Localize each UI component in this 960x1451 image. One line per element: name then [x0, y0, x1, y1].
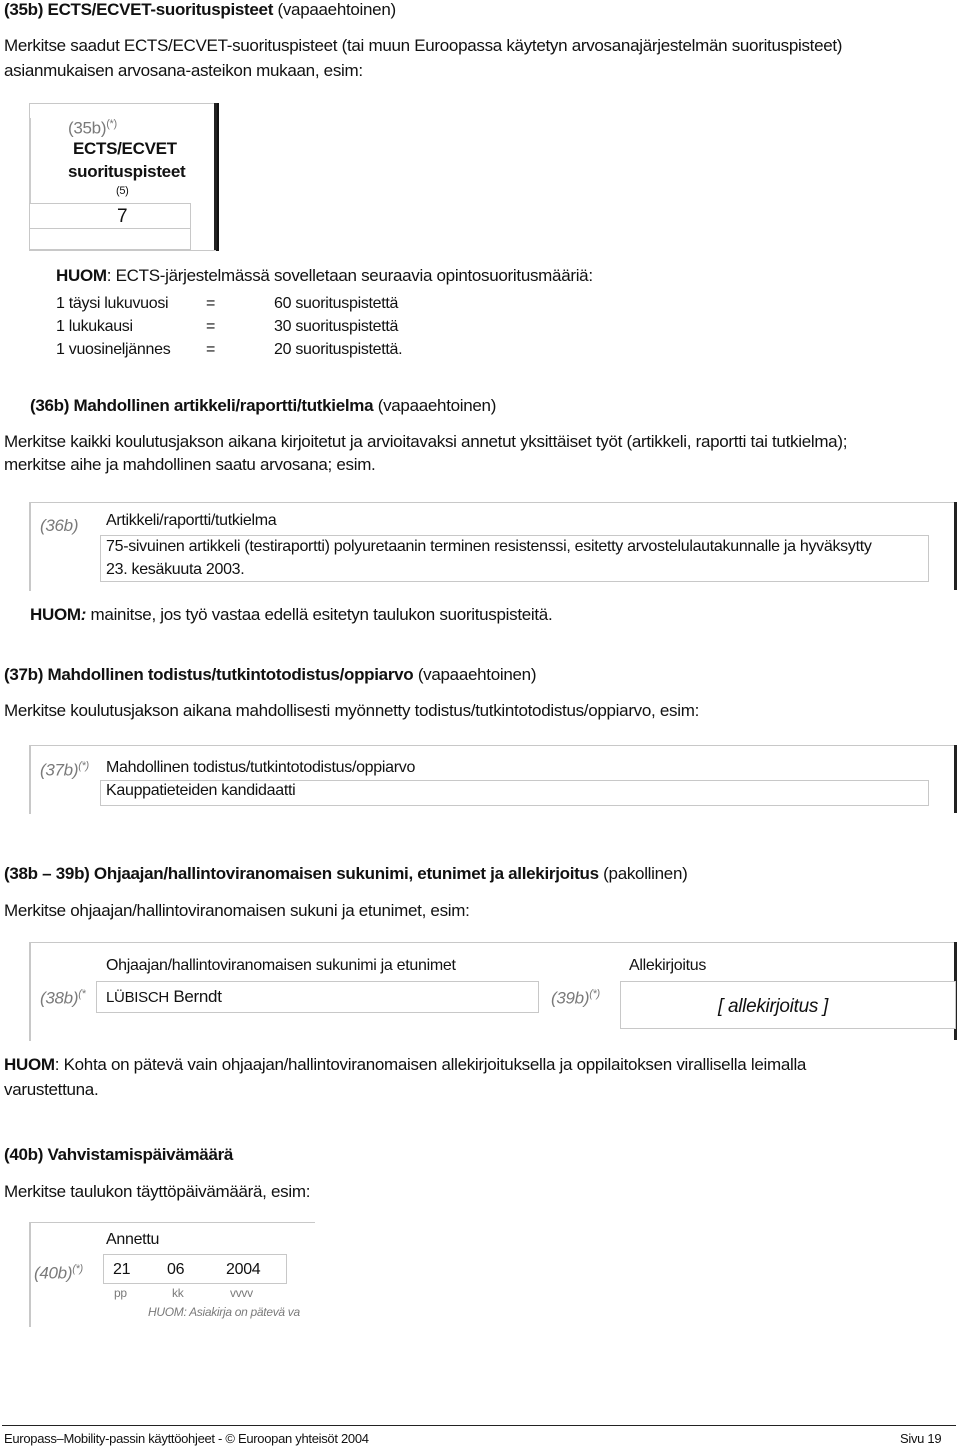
- ects-code: [68, 118, 117, 139]
- footer-rule: [2, 1425, 956, 1426]
- date-code-text: (40b): [34, 1263, 73, 1283]
- certificate-code-sup: (*): [78, 760, 89, 772]
- signature-label: Allekirjoitus: [629, 957, 707, 974]
- note-bold: HUOM: [56, 266, 107, 285]
- certificate-code-text: (37b): [40, 760, 79, 780]
- date-month-hint: kk: [172, 1286, 184, 1300]
- ects-label2: suorituspisteet: [68, 162, 186, 181]
- note-text: : ECTS-järjestelmässä sovelletaan seuraavia opintosuoritusmääriä:: [106, 266, 593, 285]
- article-value-line1: 75-sivuinen artikkeli (testiraportti) polyuretaanin terminen resistenssi, esitetty arvostelulautakunnalle ja hyväksytty: [106, 538, 872, 555]
- article-label: Artikkeli/raportti/tutkielma: [106, 512, 277, 529]
- ects-row-eq: =: [206, 295, 216, 312]
- date-note: HUOM: Asiakirja on pätevä va: [148, 1305, 300, 1319]
- ects-row-eq: =: [206, 318, 216, 335]
- date-month: 06: [167, 1261, 185, 1278]
- certificate-code: [40, 760, 89, 781]
- ects-row-term: 1 vuosineljännes: [56, 341, 171, 358]
- supervisor-label: Ohjaajan/hallintoviranomaisen sukunimi ja etunimet: [106, 957, 456, 974]
- supervisor-note-line1: [4, 1055, 806, 1075]
- ects-code-text: (35b): [68, 118, 107, 138]
- signature-code-sup: (*): [589, 988, 600, 1000]
- ects-row-val: 60 suorituspistettä: [274, 295, 399, 312]
- heading-normal: (vapaaehtoinen): [413, 665, 537, 684]
- article-value-line2: 23. kesäkuuta 2003.: [106, 561, 245, 578]
- supervisor-code-text: (38b): [40, 988, 79, 1008]
- heading-normal: (vapaaehtoinen): [373, 396, 497, 415]
- date-year-hint: vvvv: [230, 1286, 253, 1300]
- signature-code-text: (39b): [551, 988, 590, 1008]
- ects-value: 7: [117, 206, 128, 227]
- supervisor-name: [106, 987, 222, 1007]
- date-day-hint: pp: [114, 1286, 127, 1300]
- section-40b-heading: (40b) Vahvistamispäivämäärä: [4, 1145, 234, 1164]
- date-label: Annettu: [106, 1231, 160, 1248]
- ects-row-val: 30 suorituspistettä: [274, 318, 399, 335]
- ects-row-val: 20 suorituspistettä.: [274, 341, 403, 358]
- section-37b-heading: [4, 665, 536, 685]
- heading-normal: (vapaaehtoinen): [273, 0, 396, 19]
- date-year: 2004: [226, 1261, 261, 1278]
- footer-left: Europass–Mobility-passin käyttöohjeet - © Euroopan yhteisöt 2004: [4, 1431, 369, 1446]
- ects-value-field[interactable]: [29, 203, 191, 229]
- supervisor-note-line2: varustettuna.: [4, 1080, 99, 1099]
- ects-note-line: [56, 266, 593, 286]
- supervisor-code-sup: (*: [78, 988, 86, 1000]
- section-36b-intro-line2: merkitse aihe ja mahdollinen saatu arvosana; esim.: [4, 455, 376, 474]
- certificate-label: Mahdollinen todistus/tutkintotodistus/oppiarvo: [106, 759, 416, 776]
- section-35b-heading: [4, 0, 396, 20]
- ects-empty-field[interactable]: [29, 228, 191, 250]
- heading-bold: (38b – 39b) Ohjaajan/hallintoviranomaisen sukunimi, etunimet ja allekirjoitus: [4, 864, 599, 883]
- footer-page-number: Sivu 19: [900, 1431, 942, 1446]
- date-day: 21: [113, 1261, 131, 1278]
- supervisor-firstname: Berndt: [168, 987, 222, 1006]
- ects-row-term: 1 lukukausi: [56, 318, 133, 335]
- ects-note: (5): [116, 185, 129, 197]
- ects-label1: ECTS/ECVET: [73, 139, 177, 158]
- heading-normal: (pakollinen): [598, 864, 688, 883]
- heading-bold: (37b) Mahdollinen todistus/tutkintotodistus/oppiarvo: [4, 665, 414, 684]
- note-text: mainitse, jos työ vastaa edellä esitetyn taulukon suorituspisteitä.: [86, 605, 553, 624]
- article-note: [30, 605, 552, 625]
- article-box-shadow: [954, 502, 957, 590]
- note-text: : Kohta on pätevä vain ohjaajan/hallintoviranomaisen allekirjoituksella ja oppilaitoksen virallisella leimalla: [54, 1055, 807, 1074]
- date-code-sup: (*): [72, 1263, 83, 1275]
- ects-box-shadow: [214, 103, 217, 250]
- note-bold: HUOM: [4, 1055, 55, 1074]
- signature-value: [ allekirjoitus ]: [718, 996, 828, 1017]
- section-36b-intro-line1: Merkitse kaikki koulutusjakson aikana kirjoitetut ja arvioitavaksi annetut yksittäiset työt (artikkeli, raportti tai tutkielma);: [4, 432, 848, 451]
- supervisor-surname: LÜBISCH: [106, 989, 169, 1006]
- date-code: [34, 1263, 83, 1284]
- certificate-value: Kauppatieteiden kandidaatti: [106, 782, 296, 799]
- section-36b-heading: [30, 396, 496, 416]
- note-colon: :: [80, 605, 87, 624]
- section-40b-intro: Merkitse taulukon täyttöpäivämäärä, esim:: [4, 1182, 311, 1201]
- section-35b-intro-line1: Merkitse saadut ECTS/ECVET-suorituspisteet (tai muun Euroopassa käytetyn arvosanajärjestelmän suorituspisteet): [4, 36, 843, 55]
- certificate-box-shadow: [954, 745, 957, 813]
- article-code: (36b): [40, 516, 79, 535]
- section-38b-heading: [4, 864, 687, 884]
- heading-bold: (35b) ECTS/ECVET-suorituspisteet: [4, 0, 274, 19]
- section-38b-intro: Merkitse ohjaajan/hallintoviranomaisen sukuni ja etunimet, esim:: [4, 901, 470, 920]
- heading-bold: (36b) Mahdollinen artikkeli/raportti/tutkielma: [30, 396, 374, 415]
- ects-row-eq: =: [206, 341, 216, 358]
- section-35b-intro-line2: asianmukaisen arvosana-asteikon mukaan, esim:: [4, 61, 363, 80]
- ects-code-sup: (*): [106, 118, 117, 130]
- signature-code: [551, 988, 600, 1009]
- note-bold: HUOM: [30, 605, 81, 624]
- ects-row-term: 1 täysi lukuvuosi: [56, 295, 169, 312]
- supervisor-code: [40, 988, 86, 1009]
- section-37b-intro: Merkitse koulutusjakson aikana mahdollisesti myönnetty todistus/tutkintotodistus/oppiarvo, esim:: [4, 701, 699, 720]
